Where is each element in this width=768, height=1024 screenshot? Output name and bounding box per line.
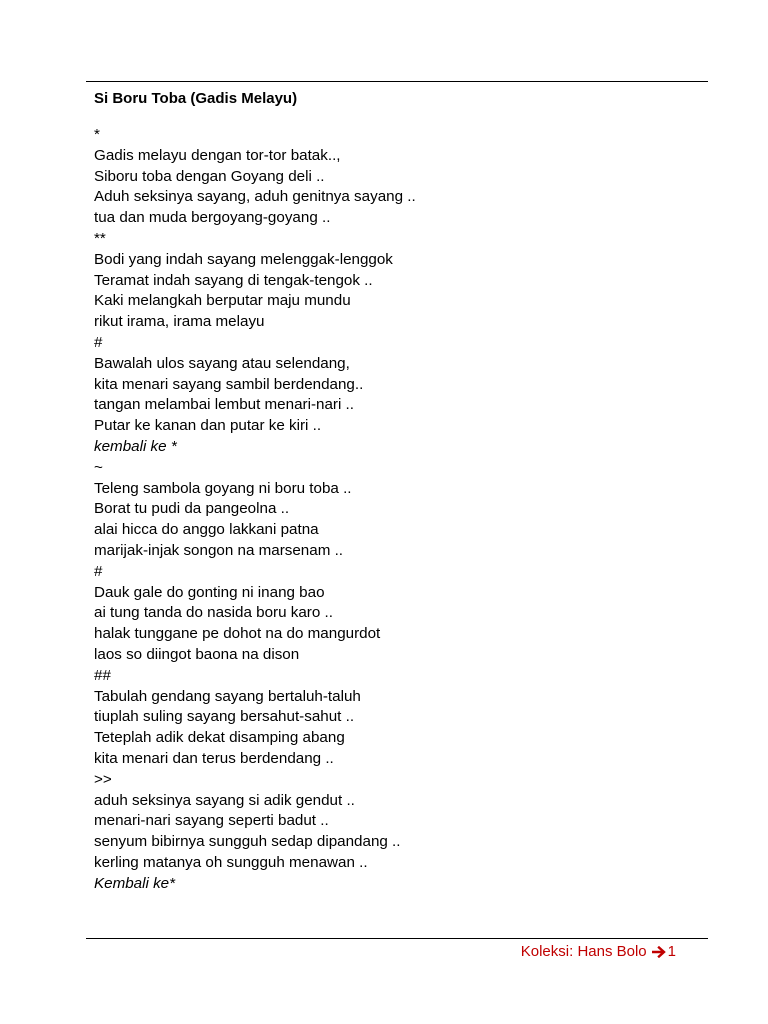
lyric-line: tiuplah suling sayang bersahut-sahut .. <box>94 708 355 726</box>
lyric-line: Aduh seksinya sayang, aduh genitnya sayang .. <box>94 188 416 206</box>
lyric-line: alai hicca do anggo lakkani patna <box>94 521 319 539</box>
page-footer <box>521 942 676 962</box>
lyric-line: laos so diingot baona na dison <box>94 645 300 663</box>
arrow-right-icon <box>652 946 666 958</box>
lyric-line: Teteplah adik dekat disamping abang <box>94 729 345 747</box>
lyric-line: Tabulah gendang sayang bertaluh-taluh <box>94 687 361 705</box>
lyric-line: Kaki melangkah berputar maju mundu <box>94 292 351 310</box>
page-number: 1 <box>667 943 676 960</box>
lyric-line: ** <box>94 229 106 247</box>
lyric-line: ## <box>94 666 111 684</box>
lyric-line: # <box>94 562 103 580</box>
lyric-line: aduh seksinya sayang si adik gendut .. <box>94 791 355 809</box>
lyric-line: ~ <box>94 458 103 476</box>
lyric-line: Gadis melayu dengan tor-tor batak.., <box>94 146 341 164</box>
lyric-line: kita menari sayang sambil berdendang.. <box>94 375 364 393</box>
footer-credit: Koleksi: Hans Bolo <box>520 943 647 960</box>
bottom-divider <box>86 938 708 939</box>
lyric-line: * <box>94 126 100 143</box>
lyric-line: rikut irama, irama melayu <box>94 313 265 331</box>
lyric-line: senyum bibirnya sungguh sedap dipandang .. <box>94 833 401 851</box>
lyric-line: ai tung tanda do nasida boru karo .. <box>94 604 333 622</box>
lyric-line: marijak-injak songon na marsenam .. <box>94 541 344 559</box>
lyric-line: tua dan muda bergoyang-goyang .. <box>94 209 331 227</box>
lyric-line: Teleng sambola goyang ni boru toba .. <box>94 479 352 497</box>
lyric-line: Bodi yang indah sayang melenggak-lenggok <box>94 250 393 268</box>
lyric-line: kita menari dan terus berdendang .. <box>94 749 334 767</box>
lyric-line: Bawalah ulos sayang atau selendang, <box>94 354 350 372</box>
lyric-line: menari-nari sayang seperti badut .. <box>94 812 329 830</box>
lyric-line: Borat tu pudi da pangeolna .. <box>94 500 290 518</box>
lyric-line-refrain: kembali ke * <box>94 437 177 455</box>
top-divider <box>86 81 708 82</box>
lyric-line: Teramat indah sayang di tengak-tengok .. <box>94 271 373 289</box>
lyrics-list <box>94 125 416 894</box>
lyric-line: Dauk gale do gonting ni inang bao <box>94 583 325 601</box>
lyric-line: Putar ke kanan dan putar ke kiri .. <box>94 417 322 435</box>
lyric-line: # <box>94 333 103 351</box>
lyric-line: tangan melambai lembut menari-nari .. <box>94 396 354 414</box>
song-title: Si Boru Toba (Gadis Melayu) <box>94 90 298 107</box>
lyric-line: halak tunggane pe dohot na do mangurdot <box>94 625 381 643</box>
lyric-line: >> <box>94 770 112 788</box>
lyric-line: Siboru toba dengan Goyang deli .. <box>94 167 325 185</box>
lyric-line-refrain: Kembali ke* <box>94 874 176 892</box>
lyric-line: kerling matanya oh sungguh menawan .. <box>94 853 368 871</box>
